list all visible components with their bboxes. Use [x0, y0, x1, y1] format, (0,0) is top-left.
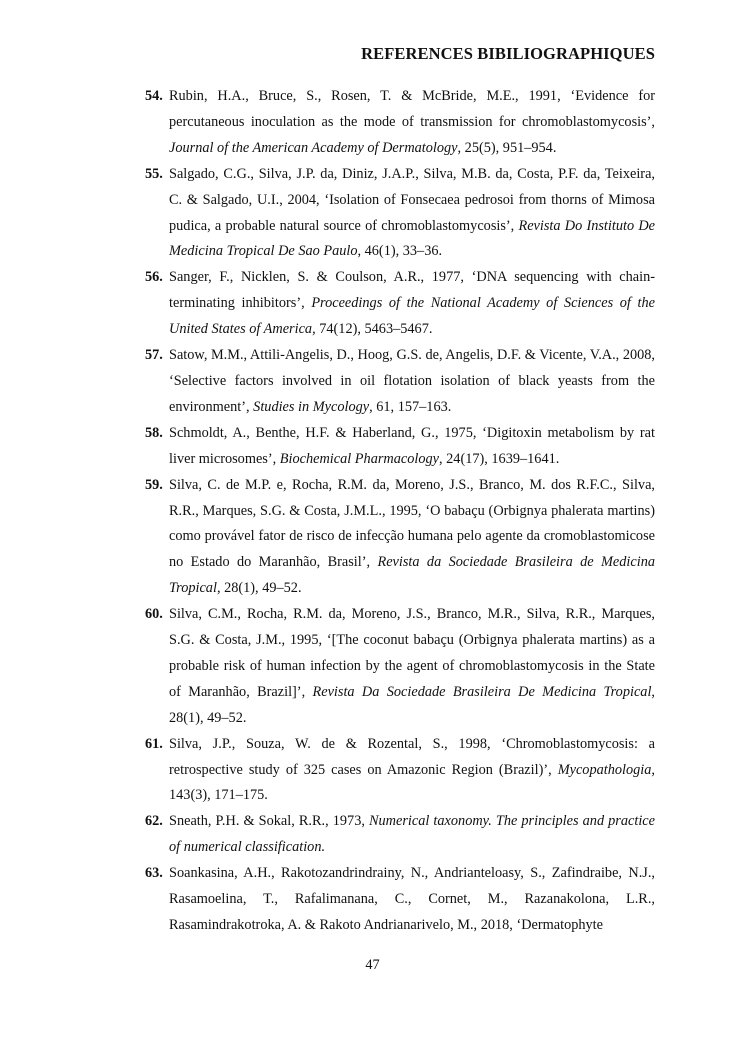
reference-list: [145, 84, 655, 939]
reference-item: [145, 809, 655, 861]
reference-item: [145, 732, 655, 810]
reference-number: 58.: [145, 424, 163, 441]
reference-text-segment: Silva, C. de M.P. e, Rocha, R.M. da, Moreno, J.S., Branco, M. dos R.F.C., Silva, R.R., Marques, S.G. & Costa, J.M.L., 1995, ‘O babaçu (Orbignya phalerata martins) como provável fator de risco de infecção humana pelo agente da cromoblastomicose no Estado do Maranhão, Brasil’,: [169, 476, 655, 571]
reference-item: [145, 162, 655, 266]
reference-source-title: Revista Do Instituto De Medicina Tropical De Sao Paulo: [169, 217, 655, 260]
reference-number: 56.: [145, 269, 163, 286]
reference-source-title: Studies in Mycology: [253, 398, 370, 415]
reference-text-segment: Soankasina, A.H., Rakotozandrindrainy, N., Andrianteloasy, S., Zafindraibe, N.J., Rasamoelina, T., Rafalimanana, C., Cornet, M., Razanakolona, L.R., Rasamindrakotroka, A. & Rakoto Andrianarivelo, M., 2018, ‘Dermatophyte: [169, 865, 655, 933]
reference-text-segment: Silva, C.M., Rocha, R.M. da, Moreno, J.S., Branco, M.R., Silva, R.R., Marques, S.G. & Costa, J.M., 1995, ‘[The coconut babaçu (Orbignya phalerata martins) as a probable risk of human infection by the agent of chromoblastomycosis in the State of Maranhão, Brazil]’,: [169, 606, 655, 700]
reference-source-title: Revista da Sociedade Brasileira de Medicina Tropical: [169, 554, 655, 597]
reference-text-segment: Satow, M.M., Attili-Angelis, D., Hoog, G.S. de, Angelis, D.F. & Vicente, V.A., 2008, ‘Selective factors involved in oil flotation isolation of black yeasts from the environment’,: [169, 347, 655, 415]
reference-text-segment: , 61, 157–163.: [369, 398, 452, 415]
reference-number: 63.: [145, 865, 163, 882]
reference-text-segment: Sneath, P.H. & Sokal, R.R., 1973,: [169, 813, 369, 830]
reference-source-title: Journal of the American Academy of Dermatology: [169, 139, 458, 156]
reference-number: 61.: [145, 735, 163, 752]
reference-text-segment: , 24(17), 1639–1641.: [439, 450, 560, 467]
page-number: 47: [365, 957, 380, 973]
reference-text-segment: , 143(3), 171–175.: [169, 761, 655, 804]
reference-text-segment: , 25(5), 951–954.: [457, 139, 557, 156]
reference-text-segment: Sanger, F., Nicklen, S. & Coulson, A.R., 1977, ‘DNA sequencing with chain-terminating inhibitors’,: [169, 269, 655, 312]
reference-item: [145, 343, 655, 421]
reference-text-segment: , 28(1), 49–52.: [216, 580, 302, 597]
reference-text: [169, 865, 655, 933]
reference-text: [169, 813, 655, 855]
reference-text: [169, 88, 655, 156]
reference-item: [145, 421, 655, 473]
reference-item: [145, 84, 655, 162]
reference-text: [169, 477, 655, 597]
reference-item: [145, 861, 655, 939]
reference-item: [145, 265, 655, 343]
reference-text: [169, 347, 655, 415]
reference-number: 55.: [145, 165, 163, 182]
reference-text: [169, 425, 655, 467]
reference-item: [145, 473, 655, 603]
reference-text: [169, 166, 655, 260]
reference-text-segment: Silva, J.P., Souza, W. de & Rozental, S., 1998, ‘Chromoblastomycosis: a retrospective study of 325 cases on Amazonic Region (Brazil)’,: [169, 735, 655, 778]
reference-number: 57.: [145, 347, 163, 364]
reference-number: 54.: [145, 88, 163, 104]
reference-number: 60.: [145, 606, 163, 623]
reference-number: 62.: [145, 813, 163, 830]
reference-source-title: Biochemical Pharmacology: [279, 450, 439, 467]
reference-text-segment: Salgado, C.G., Silva, J.P. da, Diniz, J.A.P., Silva, M.B. da, Costa, P.F. da, Teixeira, C. & Salgado, U.I., 2004, ‘Isolation of Fonsecaea pedrosoi from thorns of Mimosa pudica, a probable natural source of chromoblastomycosis’,: [169, 165, 655, 234]
page-title: REFERENCES BIBILIOGRAPHIQUES: [361, 44, 655, 63]
reference-text-segment: , 74(12), 5463–5467.: [312, 321, 433, 338]
reference-text-segment: Schmoldt, A., Benthe, H.F. & Haberland, G., 1975, ‘Digitoxin metabolism by rat liver microsomes’,: [169, 424, 655, 467]
reference-text: [169, 606, 655, 726]
reference-source-title: Mycopathologia: [557, 761, 652, 778]
reference-text-segment: Rubin, H.A., Bruce, S., Rosen, T. & McBride, M.E., 1991, ‘Evidence for percutaneous inoculation as the mode of transmission for chromoblastomycosis’,: [169, 88, 655, 130]
reference-text: [169, 269, 655, 337]
reference-item: [145, 602, 655, 732]
reference-text-segment: , 46(1), 33–36.: [357, 243, 443, 260]
reference-source-title: Numerical taxonomy. The principles and practice of numerical classification.: [169, 813, 656, 856]
reference-text-segment: , 28(1), 49–52.: [169, 683, 655, 726]
reference-text: [169, 736, 655, 804]
reference-source-title: Revista Da Sociedade Brasileira De Medicina Tropical: [312, 683, 652, 700]
reference-source-title: Proceedings of the National Academy of Sciences of the United States of America: [169, 295, 656, 338]
reference-number: 59.: [145, 476, 163, 493]
